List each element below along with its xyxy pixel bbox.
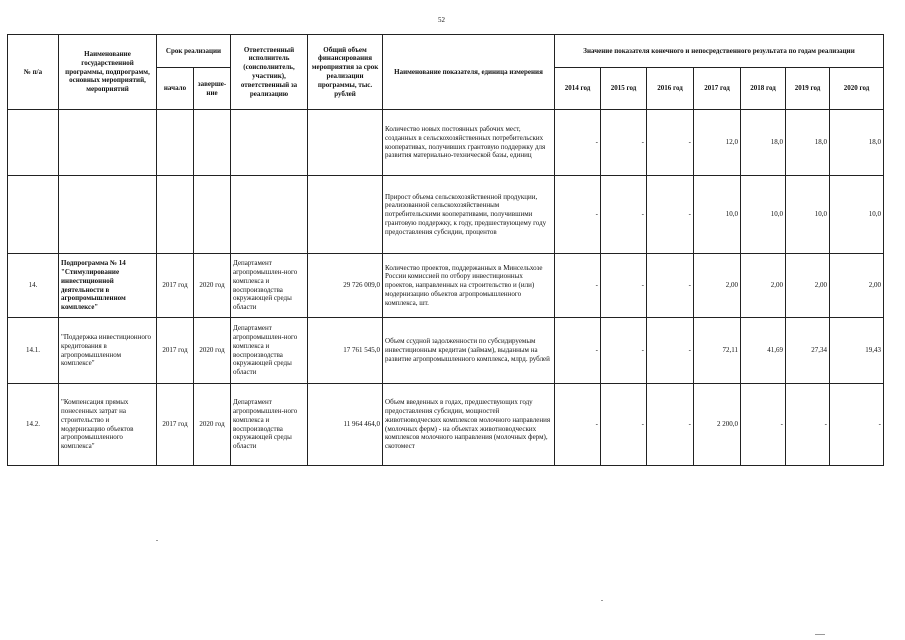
row-value: - (647, 318, 694, 384)
header-executor: Ответственный исполнитель (соисполнитель, участник), ответственный за реализацию (231, 35, 308, 110)
row-value: - (601, 384, 647, 466)
row-name (59, 176, 157, 254)
table-row (8, 318, 884, 384)
row-name: Подпрограмма № 14 "Стимулирование инвестиционной деятельности в агропромышленном комплексе" (59, 254, 157, 318)
row-num: 14.1. (8, 318, 59, 384)
row-num: 14.2. (8, 384, 59, 466)
scan-speck (601, 600, 603, 601)
header-end: заверше-ние (194, 68, 231, 110)
row-value: 2,00 (741, 254, 786, 318)
row-value: - (647, 254, 694, 318)
table-row (8, 254, 884, 318)
row-start: 2017 год (157, 254, 194, 318)
row-value: 10,0 (741, 176, 786, 254)
row-funding: 17 761 545,0 (308, 318, 383, 384)
header-name: Наименование государственной программы, подпрограмм, основных мероприятий, мероприятий (59, 35, 157, 110)
row-end (194, 176, 231, 254)
row-num: 14. (8, 254, 59, 318)
header-funding: Общий объем финансирования мероприятия за срок реализации программы, тыс. рублей (308, 35, 383, 110)
row-value: 19,43 (830, 318, 884, 384)
row-value: 10,0 (786, 176, 830, 254)
row-start: 2017 год (157, 318, 194, 384)
row-start (157, 110, 194, 176)
row-value: 2,00 (694, 254, 741, 318)
row-end: 2020 год (194, 318, 231, 384)
row-value: 27,34 (786, 318, 830, 384)
row-name: "Компенсация прямых понесенных затрат на строительство и модернизацию объектов агропромышленного комплекса" (59, 384, 157, 466)
row-value: - (786, 384, 830, 466)
header-year: 2014 год (555, 68, 601, 110)
row-value: 18,0 (741, 110, 786, 176)
row-value: 10,0 (694, 176, 741, 254)
header-year: 2018 год (741, 68, 786, 110)
row-value: 2,00 (786, 254, 830, 318)
row-value: - (555, 254, 601, 318)
table-row (8, 110, 884, 176)
row-funding: 11 964 464,0 (308, 384, 383, 466)
row-indicator: Объем ссудной задолженности по субсидируемым инвестиционным кредитам (займам), выданным на развитие агропромышленного комплекса, млрд. рублей (383, 318, 555, 384)
header-indicator: Наименование показателя, единица измерения (383, 35, 555, 110)
row-executor: Департамент агропромышлен-ного комплекса и воспроизводства окружающей среды области (231, 318, 308, 384)
row-indicator: Количество новых постоянных рабочих мест, созданных в сельскохозяйственных потребительских кооперативах, получивших грантовую поддержку для развития материально-технической базы, единиц (383, 110, 555, 176)
row-executor (231, 176, 308, 254)
header-start: начало (157, 68, 194, 110)
row-funding: 29 726 009,0 (308, 254, 383, 318)
row-value: - (647, 176, 694, 254)
header-year: 2019 год (786, 68, 830, 110)
row-value: 12,0 (694, 110, 741, 176)
row-indicator: Количество проектов, поддержанных в Минсельхозе России комиссией по отбору инвестиционных проектов, направленных на строительство и (или) модернизацию объектов агропромышленного комплекса, шт. (383, 254, 555, 318)
header-year: 2015 год (601, 68, 647, 110)
row-value: - (555, 110, 601, 176)
scan-speck (156, 540, 158, 541)
row-name (59, 110, 157, 176)
row-indicator: Объем введенных в годах, предшествующих году предоставления субсидии, мощностей животноводческих комплексов молочного направления (молочных ферм) - на объектах животноводческих комплексов молочного направления (молочных ферм), скотомест (383, 384, 555, 466)
table-row (8, 176, 884, 254)
row-value: 18,0 (830, 110, 884, 176)
row-indicator: Прирост объема сельскохозяйственной продукции, реализованной сельскохозяйственным потребительскими кооперативами, получившими грантовую поддержку, к году, предшествующему году предоставления субсидии, процентов (383, 176, 555, 254)
program-table (7, 34, 884, 466)
row-end (194, 110, 231, 176)
row-value: - (555, 384, 601, 466)
row-value: 2,00 (830, 254, 884, 318)
row-value: - (601, 318, 647, 384)
row-num (8, 176, 59, 254)
row-value: - (601, 110, 647, 176)
row-start: 2017 год (157, 384, 194, 466)
header-year: 2016 год (647, 68, 694, 110)
header-values-title: Значение показателя конечного и непосредственного результата по годам реализации (555, 35, 884, 68)
row-value: - (601, 176, 647, 254)
row-funding (308, 110, 383, 176)
row-end: 2020 год (194, 384, 231, 466)
row-value: - (555, 318, 601, 384)
row-value: - (830, 384, 884, 466)
header-period: Срок реализации (157, 35, 231, 68)
row-value: - (647, 384, 694, 466)
row-value: 72,11 (694, 318, 741, 384)
row-executor (231, 110, 308, 176)
row-funding (308, 176, 383, 254)
row-value: - (555, 176, 601, 254)
table-row (8, 384, 884, 466)
row-num (8, 110, 59, 176)
header-year: 2020 год (830, 68, 884, 110)
header-year: 2017 год (694, 68, 741, 110)
row-value: 41,69 (741, 318, 786, 384)
row-executor: Департамент агропромышлен-ного комплекса и воспроизводства окружающей среды области (231, 254, 308, 318)
row-name: "Поддержка инвестиционного кредитования в агропромышленном комплексе" (59, 318, 157, 384)
header-num: № п/а (8, 35, 59, 110)
scan-speck (815, 634, 825, 635)
row-start (157, 176, 194, 254)
row-value: 10,0 (830, 176, 884, 254)
row-value: - (741, 384, 786, 466)
page-number: 52 (438, 16, 445, 24)
row-end: 2020 год (194, 254, 231, 318)
row-value: - (601, 254, 647, 318)
row-value: 18,0 (786, 110, 830, 176)
row-value: 2 200,0 (694, 384, 741, 466)
row-executor: Департамент агропромышлен-ного комплекса и воспроизводства окружающей среды области (231, 384, 308, 466)
row-value: - (647, 110, 694, 176)
